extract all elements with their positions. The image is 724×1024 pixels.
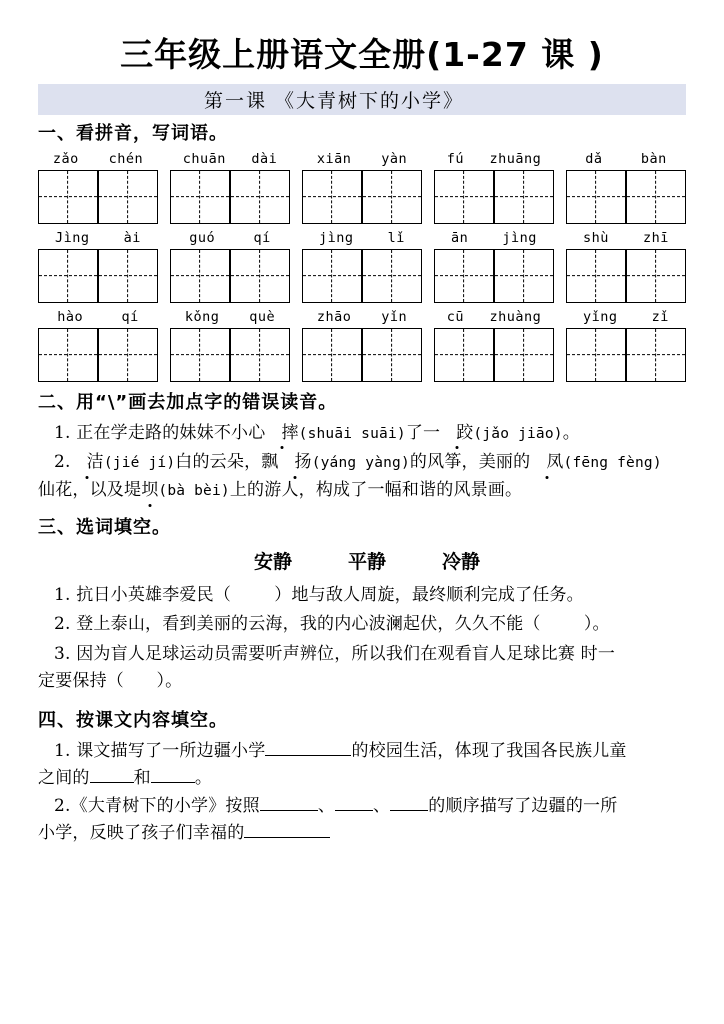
pinyin-choice[interactable]: (yáng yàng) bbox=[311, 455, 410, 472]
pinyin-grid-group bbox=[302, 151, 422, 224]
dotted-char[interactable]: 洁 bbox=[71, 449, 104, 477]
answer-blank[interactable] bbox=[244, 820, 330, 838]
tianzige-box[interactable] bbox=[434, 170, 554, 224]
question-text: 仙花，以及堤 bbox=[38, 480, 142, 500]
question-text: 、 bbox=[373, 795, 391, 816]
pinyin-pair bbox=[170, 151, 290, 167]
pinyin-syllable: zǎo bbox=[52, 150, 79, 167]
tianzige-cell[interactable] bbox=[362, 328, 422, 382]
question-text: 、 bbox=[317, 795, 336, 816]
tianzige-cell[interactable] bbox=[230, 170, 290, 224]
answer-blank[interactable] bbox=[335, 793, 373, 811]
page-title: 三年级上册语文全册(1-27 课 ) bbox=[120, 35, 604, 74]
tianzige-cell[interactable] bbox=[170, 328, 230, 382]
pinyin-syllable: yǐng bbox=[583, 308, 618, 325]
pinyin-syllable: yǐn bbox=[381, 308, 408, 325]
tianzige-cell[interactable] bbox=[362, 249, 422, 303]
answer-blank[interactable] bbox=[390, 793, 428, 811]
question-text: 白的云朵，飘 bbox=[175, 452, 279, 473]
pinyin-syllable: ài bbox=[123, 229, 141, 246]
tianzige-cell[interactable] bbox=[566, 328, 626, 382]
question-text: ）。 bbox=[583, 614, 610, 635]
pinyin-syllable: chén bbox=[108, 150, 144, 167]
question-text: 和 bbox=[133, 768, 151, 789]
pinyin-pair bbox=[38, 151, 158, 167]
pinyin-syllable: zhuāng bbox=[489, 150, 542, 167]
question-text: 1. 抗日小英雄李爱民（ bbox=[54, 584, 232, 605]
tianzige-box[interactable] bbox=[566, 328, 686, 382]
pinyin-pair bbox=[566, 230, 686, 246]
question-text: 小学，反映了孩子们幸福的 bbox=[38, 823, 245, 844]
tianzige-cell[interactable] bbox=[98, 249, 158, 303]
question-text: 3. 因为盲人足球运动员需要听声辨位，所以我们在观看盲人足球比赛 时一 bbox=[54, 643, 616, 664]
pinyin-grid-group bbox=[38, 309, 158, 382]
section-three-heading: 三、选词填空。 bbox=[38, 516, 171, 538]
question-text: 1. 课文描写了一所边疆小学 bbox=[54, 740, 266, 761]
question-text: 2.《大青树下的小学》按照 bbox=[54, 795, 260, 816]
pinyin-pair bbox=[170, 230, 290, 246]
pinyin-pair bbox=[434, 151, 554, 167]
tianzige-cell[interactable] bbox=[230, 328, 290, 382]
question-text: 2. 登上泰山，看到美丽的云海，我的内心波澜起伏，久久不能（ bbox=[54, 614, 541, 635]
tianzige-box[interactable] bbox=[434, 249, 554, 303]
tianzige-box[interactable] bbox=[170, 249, 290, 303]
pinyin-pair bbox=[302, 309, 422, 325]
pinyin-pair bbox=[38, 230, 158, 246]
question-text: 的校园生活，体现了我国各民族儿童 bbox=[351, 740, 627, 761]
tianzige-cell[interactable] bbox=[434, 328, 494, 382]
pinyin-syllable: zǐ bbox=[651, 308, 669, 325]
question-text: 上的游人，构成了一幅和谐的风景画。 bbox=[229, 480, 523, 500]
question-item bbox=[38, 611, 686, 639]
question-text: 定要保持（ bbox=[38, 671, 124, 692]
pinyin-grid-group bbox=[38, 151, 158, 224]
tianzige-cell[interactable] bbox=[566, 249, 626, 303]
section-two bbox=[38, 388, 686, 505]
pinyin-grid-group bbox=[302, 309, 422, 382]
tianzige-cell[interactable] bbox=[302, 328, 362, 382]
pinyin-syllable: cū bbox=[446, 308, 464, 325]
tianzige-box[interactable] bbox=[170, 170, 290, 224]
tianzige-cell[interactable] bbox=[626, 170, 686, 224]
section-two-heading: 二、用“\”画去加点字的错误读音。 bbox=[38, 391, 338, 413]
pinyin-choice[interactable]: (jǎo jiāo) bbox=[473, 425, 563, 442]
question-text: 。 bbox=[194, 768, 213, 789]
tianzige-box[interactable] bbox=[302, 328, 422, 382]
question-continuation bbox=[38, 668, 686, 696]
pinyin-grid-row bbox=[38, 151, 686, 224]
tianzige-box[interactable] bbox=[38, 249, 158, 303]
pinyin-choice[interactable]: (bà bèi) bbox=[158, 483, 230, 499]
pinyin-syllable: fú bbox=[446, 150, 464, 167]
tianzige-cell[interactable] bbox=[170, 249, 230, 303]
question-continuation bbox=[38, 820, 686, 848]
pinyin-syllable: qí bbox=[121, 308, 139, 325]
pinyin-syllable: chuān bbox=[182, 150, 226, 167]
dotted-char[interactable]: 坝 bbox=[141, 477, 158, 505]
question-text: 1. 正在学走路的妹妹不小心 bbox=[54, 422, 266, 443]
pinyin-syllable: lǐ bbox=[387, 229, 405, 246]
pinyin-pair bbox=[302, 151, 422, 167]
pinyin-grid-group bbox=[434, 309, 554, 382]
section-four-heading: 四、按课文内容填空。 bbox=[38, 709, 228, 731]
pinyin-syllable: jìng bbox=[502, 229, 537, 246]
tianzige-cell[interactable] bbox=[98, 170, 158, 224]
section-one bbox=[38, 119, 686, 382]
pinyin-grid-group bbox=[566, 151, 686, 224]
pinyin-syllable: hào bbox=[57, 308, 84, 325]
section-three bbox=[38, 513, 686, 696]
pinyin-syllable: yàn bbox=[381, 150, 408, 167]
tianzige-cell[interactable] bbox=[362, 170, 422, 224]
question-item bbox=[38, 641, 686, 669]
word-bank bbox=[38, 547, 686, 574]
pinyin-choice[interactable]: (fēng fèng) bbox=[563, 455, 662, 472]
pinyin-pair bbox=[170, 309, 290, 325]
question-text: ）。 bbox=[156, 671, 183, 692]
pinyin-pair bbox=[302, 230, 422, 246]
tianzige-cell[interactable] bbox=[434, 170, 494, 224]
tianzige-cell[interactable] bbox=[302, 170, 362, 224]
pinyin-syllable: dài bbox=[251, 150, 278, 167]
pinyin-pair bbox=[38, 309, 158, 325]
lesson-subtitle-banner bbox=[38, 84, 686, 115]
question-text: 了一 bbox=[405, 422, 441, 443]
pinyin-grid-group bbox=[566, 230, 686, 303]
question-continuation bbox=[38, 477, 686, 505]
tianzige-cell[interactable] bbox=[494, 249, 554, 303]
pinyin-grid-group bbox=[170, 151, 290, 224]
tianzige-cell[interactable] bbox=[38, 249, 98, 303]
pinyin-pair bbox=[566, 309, 686, 325]
tianzige-cell[interactable] bbox=[626, 328, 686, 382]
question-item bbox=[38, 793, 686, 821]
answer-blank[interactable] bbox=[265, 738, 351, 756]
question-number: 2. bbox=[54, 452, 71, 473]
dotted-char[interactable]: 摔 bbox=[265, 420, 298, 448]
pinyin-syllable: jìng bbox=[319, 229, 354, 246]
pinyin-syllable: shù bbox=[583, 229, 609, 246]
pinyin-syllable: xiān bbox=[316, 150, 352, 167]
dotted-char[interactable]: 凤 bbox=[530, 449, 563, 477]
pinyin-choice[interactable]: (shuāi suāi) bbox=[298, 425, 406, 442]
tianzige-box[interactable] bbox=[302, 249, 422, 303]
dotted-char[interactable]: 跤 bbox=[440, 420, 473, 448]
tianzige-box[interactable] bbox=[38, 328, 158, 382]
answer-blank[interactable] bbox=[124, 671, 156, 691]
question-text: 的风筝，美丽的 bbox=[409, 452, 531, 473]
pinyin-choice[interactable]: (jié jí) bbox=[103, 455, 176, 472]
pinyin-grid-group bbox=[302, 230, 422, 303]
section-four bbox=[38, 706, 686, 848]
tianzige-box[interactable] bbox=[434, 328, 554, 382]
word-bank-option[interactable]: 平静 bbox=[347, 550, 386, 573]
pinyin-syllable: guó bbox=[189, 229, 216, 246]
pinyin-syllable: zhī bbox=[643, 229, 669, 246]
question-item bbox=[38, 738, 686, 766]
pinyin-grid-group bbox=[170, 309, 290, 382]
tianzige-cell[interactable] bbox=[626, 249, 686, 303]
pinyin-grid-group bbox=[434, 151, 554, 224]
pinyin-grid-row bbox=[38, 230, 686, 303]
answer-blank[interactable] bbox=[541, 614, 584, 634]
tianzige-box[interactable] bbox=[170, 328, 290, 382]
tianzige-cell[interactable] bbox=[230, 249, 290, 303]
pinyin-pair bbox=[434, 230, 554, 246]
dotted-char[interactable]: 扬 bbox=[278, 449, 311, 477]
pinyin-grid-group bbox=[170, 230, 290, 303]
pinyin-syllable: zhāo bbox=[316, 308, 352, 325]
answer-blank[interactable] bbox=[151, 765, 195, 783]
question-text: 。 bbox=[562, 422, 580, 443]
tianzige-box[interactable] bbox=[566, 249, 686, 303]
section-one-heading: 一、看拼音，写词语。 bbox=[38, 122, 228, 144]
question-item bbox=[38, 582, 686, 610]
pinyin-grid-row bbox=[38, 309, 686, 382]
question-continuation bbox=[38, 765, 686, 793]
pinyin-grid-group bbox=[434, 230, 554, 303]
question-text: 的顺序描写了边疆的一所 bbox=[428, 795, 618, 816]
tianzige-cell[interactable] bbox=[38, 328, 98, 382]
pinyin-syllable: dǎ bbox=[585, 150, 603, 167]
tianzige-cell[interactable] bbox=[170, 170, 230, 224]
pinyin-syllable: ān bbox=[451, 229, 469, 246]
pinyin-syllable: què bbox=[249, 308, 276, 325]
lesson-subtitle-text: 第一课 《大青树下的小学》 bbox=[203, 89, 465, 112]
pinyin-syllable: qí bbox=[253, 229, 271, 246]
pinyin-syllable: kǒng bbox=[184, 308, 220, 325]
pinyin-grid-group bbox=[566, 309, 686, 382]
tianzige-cell[interactable] bbox=[38, 170, 98, 224]
tianzige-box[interactable] bbox=[38, 170, 158, 224]
question-text: ）地与敌人周旋，最终顺利完成了任务。 bbox=[274, 584, 584, 605]
answer-blank[interactable] bbox=[231, 585, 274, 605]
tianzige-cell[interactable] bbox=[566, 170, 626, 224]
tianzige-cell[interactable] bbox=[494, 328, 554, 382]
question-item bbox=[38, 449, 686, 477]
tianzige-cell[interactable] bbox=[434, 249, 494, 303]
word-bank-option[interactable]: 安静 bbox=[253, 550, 292, 573]
pinyin-syllable: bàn bbox=[640, 150, 667, 167]
tianzige-box[interactable] bbox=[302, 170, 422, 224]
answer-blank[interactable] bbox=[260, 793, 318, 811]
tianzige-box[interactable] bbox=[566, 170, 686, 224]
tianzige-cell[interactable] bbox=[302, 249, 362, 303]
pinyin-grid-group bbox=[38, 230, 158, 303]
pinyin-pair bbox=[434, 309, 554, 325]
pinyin-pair bbox=[566, 151, 686, 167]
answer-blank[interactable] bbox=[90, 765, 134, 783]
question-item bbox=[38, 420, 686, 448]
tianzige-cell[interactable] bbox=[98, 328, 158, 382]
word-bank-option[interactable]: 冷静 bbox=[442, 550, 481, 573]
pinyin-syllable: Jìng bbox=[55, 229, 90, 246]
pinyin-syllable: zhuàng bbox=[489, 308, 542, 325]
tianzige-cell[interactable] bbox=[494, 170, 554, 224]
question-text: 之间的 bbox=[38, 768, 90, 789]
